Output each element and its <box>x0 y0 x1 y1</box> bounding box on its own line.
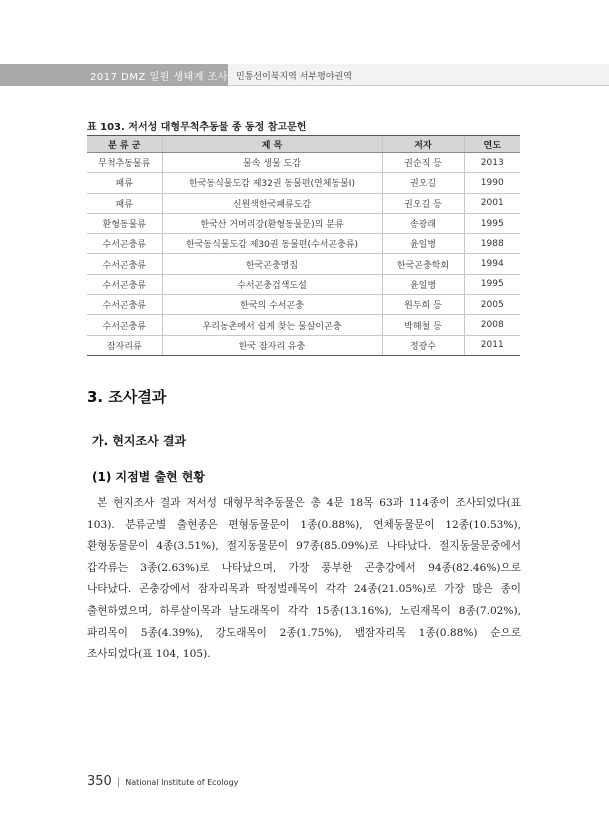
header-series-band <box>0 64 228 86</box>
table-header-row <box>87 136 520 153</box>
cell-taxon: 수서곤충류 <box>87 254 162 274</box>
cell-author: 권순직 등 <box>382 153 464 173</box>
cell-author: 박해철 등 <box>382 315 464 335</box>
page-number: 350 <box>87 774 112 789</box>
paragraph-line: 출현하였으며, 하루살이목과 날도래목이 각각 15종(13.16%), 노린재목이 8종(7.02%), <box>87 604 521 617</box>
paragraph-line: 조사되었다(표 104, 105). <box>87 648 211 661</box>
cell-title: 신원색한국패류도감 <box>162 193 382 213</box>
table-row <box>87 173 520 193</box>
cell-title: 한국동식물도감 제32권 동물편(연체동물Ⅰ) <box>162 173 382 193</box>
paragraph-line: 환형동물문이 4종(3.51%), 절지동물문이 97종(85.09%)로 나타났다. 절지동물문중에서 <box>87 540 521 553</box>
cell-author: 윤일병 <box>382 274 464 294</box>
cell-year: 1995 <box>464 213 520 233</box>
table-row <box>87 153 520 173</box>
subsection-heading: 가. 현지조사 결과 <box>92 434 187 448</box>
table-row <box>87 254 520 274</box>
cell-taxon: 무척추동물류 <box>87 153 162 173</box>
cell-year: 2013 <box>464 153 520 173</box>
cell-year: 2008 <box>464 315 520 335</box>
table-caption: 표 103. 저서성 대형무척추동물 종 동정 참고문헌 <box>87 122 307 133</box>
cell-year: 2001 <box>464 193 520 213</box>
cell-author: 송광래 <box>382 213 464 233</box>
cell-title: 우리농촌에서 쉽게 찾는 물살이곤충 <box>162 315 382 335</box>
cell-title: 한국 잠자리 유충 <box>162 335 382 355</box>
paragraph-line: 갑각류는 3종(2.63%)로 나타났으며, 가장 풍부한 곤충강에서 94종(82.46%)으로 <box>87 561 521 574</box>
cell-title: 한국의 수서곤충 <box>162 295 382 315</box>
cell-taxon: 수서곤충류 <box>87 315 162 335</box>
cell-author: 정광수 <box>382 335 464 355</box>
cell-taxon: 수서곤충류 <box>87 274 162 294</box>
column-header-author: 저자 <box>382 136 464 153</box>
reference-table <box>87 135 520 356</box>
table-row <box>87 315 520 335</box>
cell-taxon: 수서곤충류 <box>87 295 162 315</box>
footer-separator: | <box>116 777 121 788</box>
header-region-band <box>228 64 609 86</box>
column-header-taxon: 분 류 군 <box>87 136 162 153</box>
cell-author: 윤일병 <box>382 234 464 254</box>
cell-author: 권오길 <box>382 173 464 193</box>
table-row <box>87 213 520 233</box>
cell-year: 2005 <box>464 295 520 315</box>
cell-title: 한국동식물도감 제30권 동물편(수서곤충류) <box>162 234 382 254</box>
footer-institute: National Institute of Ecology <box>125 778 239 787</box>
cell-taxon: 잠자리류 <box>87 335 162 355</box>
table-row <box>87 193 520 213</box>
paragraph-line: 파리목이 5종(4.39%), 강도래목이 2종(1.75%), 뱀잠자리목 1종(0.88%) 순으로 <box>87 626 521 639</box>
cell-title: 수서곤충검색도설 <box>162 274 382 294</box>
body-paragraph <box>87 493 521 666</box>
cell-taxon: 패류 <box>87 193 162 213</box>
cell-taxon: 수서곤충류 <box>87 234 162 254</box>
column-header-year: 연도 <box>464 136 520 153</box>
table-row <box>87 335 520 355</box>
cell-year: 1994 <box>464 254 520 274</box>
table-row <box>87 295 520 315</box>
paragraph-line: 본 현지조사 결과 저서성 대형무척추동물은 총 4문 18목 63과 114종이 조사되었다(표 <box>97 497 521 509</box>
cell-year: 1988 <box>464 234 520 254</box>
cell-year: 1990 <box>464 173 520 193</box>
cell-author: 한국곤충학회 <box>382 254 464 274</box>
cell-title: 한국산 거머리강(환형동물문)의 분류 <box>162 213 382 233</box>
running-header <box>0 64 609 86</box>
paragraph-line: 103). 분류군별 출현종은 편형동물문이 1종(0.88%), 연체동물문이 12종(10.53%), <box>87 518 521 531</box>
cell-taxon: 환형동물류 <box>87 213 162 233</box>
cell-author: 권오길 등 <box>382 193 464 213</box>
column-header-title: 제 목 <box>162 136 382 153</box>
cell-title: 한국곤충명집 <box>162 254 382 274</box>
cell-year: 2011 <box>464 335 520 355</box>
section-heading: 3. 조사결과 <box>87 388 167 406</box>
header-region: 민통선이북지역 서부평야권역 <box>236 72 352 82</box>
table-row <box>87 274 520 294</box>
header-series-title: 2017 DMZ 일원 생태계 조사 <box>90 72 228 83</box>
cell-author: 원두희 등 <box>382 295 464 315</box>
paragraph-line: 나타났다. 곤충강에서 잠자리목과 딱정벌레목이 각각 24종(21.05%)로 가장 많은 종이 <box>87 583 521 596</box>
cell-title: 물속 생물 도감 <box>162 153 382 173</box>
table-row <box>87 234 520 254</box>
subsubsection-heading: (1) 지점별 출현 현황 <box>92 470 205 484</box>
cell-taxon: 패류 <box>87 173 162 193</box>
cell-year: 1995 <box>464 274 520 294</box>
page-footer <box>87 770 238 789</box>
